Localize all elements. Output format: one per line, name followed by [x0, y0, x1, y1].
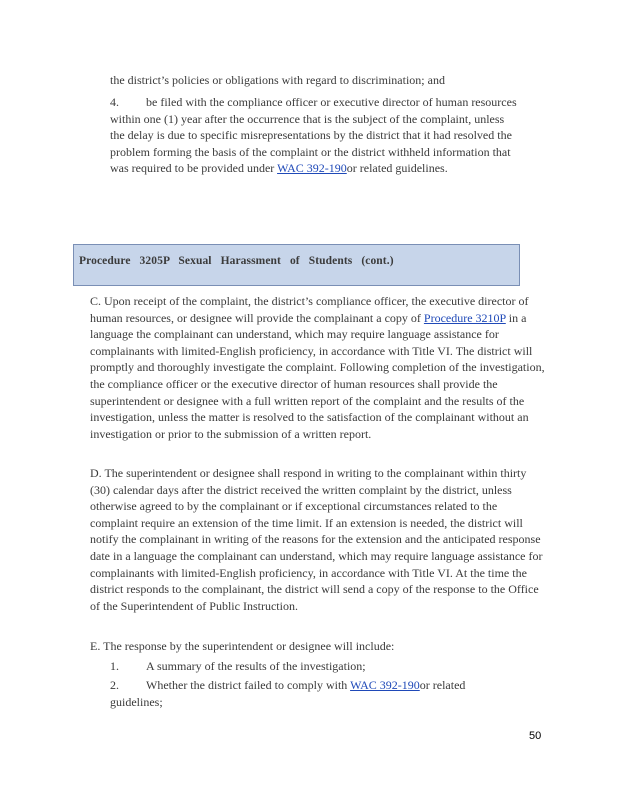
- section-d-paragraph: D. The superintendent or designee shall respond in writing to the complainant within thirty (30) calendar days after the district received the written complaint by the district, unless otherwise agreed to by the complainant or if exceptional circumstances related to the complaint require an extension of the time limit. If an extension is needed, the district will notify the complainant in writing of the reasons for the extension and the anticipated response date in a language the complainant can understand, which may require language assistance for complainants with limited-English proficiency, in accordance with Title VI. At the time the district responds to the complainant, the district will send a copy of the response to the Office of the Superintendent of Public Instruction.: [90, 466, 543, 613]
- list-item-4-number: 4.: [110, 95, 119, 109]
- section-c-text-end: in a language the complainant can understand, which may require language assistance for complainants with limited-English proficiency, in accordance with Title VI. The district will promptly and thoroughly investigate the complaint. Following completion of the investigation, the compliance officer or the executive director of human resources shall provide the superintendent or designee with a full written report of the complaint and the results of the investigation, unless the matter is resolved to the satisfaction of the complainant without an investigation or prior to the submission of a written report.: [90, 310, 545, 441]
- section-c-paragraph: [90, 293, 546, 442]
- page-number: 50: [529, 730, 542, 742]
- wac-392-190-link[interactable]: WAC 392-190: [277, 161, 347, 176]
- list-item-4-text: be filed with the compliance officer or executive director of human resources within one (1) year after the occurrence that is the subject of the complaint, unless the delay is due to specific misrepresentations by the district that it had resolved the problem forming the basis of the complaint or the district withheld information that was required to be provided under: [110, 95, 517, 176]
- section-e-item-2-text: Whether the district failed to comply with: [146, 678, 348, 692]
- list-item-4: [110, 94, 520, 177]
- procedure-3210p-link[interactable]: Procedure 3210P: [423, 310, 506, 325]
- section-c-text: C. Upon receipt of the complaint, the district’s compliance officer, the executive director of human resources, or designee will provide the complainant a copy of: [90, 294, 529, 325]
- wac-392-190-link-2[interactable]: WAC 392-190: [350, 678, 420, 692]
- section-e-item-1-text: A summary of the results of the investigation;: [146, 659, 366, 673]
- list-item-4-text-end: or related guidelines.: [346, 161, 448, 176]
- procedure-header-title: Procedure 3205P Sexual Harassment of Students (cont.): [79, 255, 394, 267]
- section-e-item-1: [110, 658, 530, 675]
- list-continuation-text: the district’s policies or obligations with regard to discrimination; and: [110, 73, 445, 87]
- section-e-intro: E. The response by the superintendent or designee will include:: [90, 639, 395, 653]
- section-e-item-2: [110, 677, 510, 710]
- section-e-item-2-number: 2.: [110, 678, 119, 692]
- section-e-item-2-text-end: or related guidelines;: [110, 678, 466, 709]
- section-e-item-1-number: 1.: [110, 659, 119, 673]
- procedure-header-banner: [73, 244, 520, 286]
